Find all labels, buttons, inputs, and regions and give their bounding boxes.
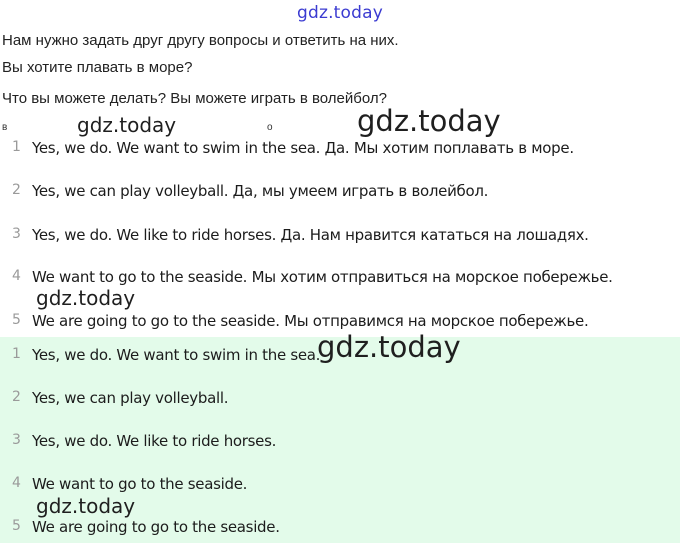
item-number: 5 — [12, 518, 21, 534]
list-item — [0, 182, 680, 204]
intro-line-2: Вы хотите плавать в море? — [2, 59, 193, 76]
list-item — [0, 432, 680, 454]
watermark: gdz.today — [36, 494, 136, 518]
item-text: We want to go to the seaside. Мы хотим отправиться на морское побережье. — [32, 268, 613, 286]
watermark: gdz.today — [77, 113, 177, 137]
watermark: gdz.today — [36, 286, 136, 310]
item-number: 4 — [12, 475, 21, 491]
watermark: gdz.today — [357, 104, 501, 138]
watermark-top: gdz.today — [296, 3, 384, 23]
item-number: 2 — [12, 389, 21, 405]
item-text: We are going to go to the seaside. Мы отправимся на морское побережье. — [32, 312, 589, 330]
item-number: 1 — [12, 139, 21, 155]
item-number: 2 — [12, 182, 21, 198]
item-number: 3 — [12, 432, 21, 448]
item-text: Yes, we can play volleyball. — [32, 389, 229, 407]
cropped-text-fragment: о — [267, 122, 273, 133]
item-text: Yes, we can play volleyball. Да, мы умеем играть в волейбол. — [32, 182, 489, 200]
item-number: 1 — [12, 346, 21, 362]
intro-line-3: Что вы можете делать? Вы можете играть в волейбол? — [2, 90, 387, 107]
item-number: 4 — [12, 268, 21, 284]
list-item — [0, 139, 680, 161]
watermark: gdz.today — [317, 330, 461, 364]
item-text: Yes, we do. We want to swim in the sea. Да. Мы хотим поплавать в море. — [32, 139, 574, 157]
item-text: Yes, we do. We like to ride horses. — [32, 432, 277, 450]
item-text: Yes, we do. We like to ride horses. Да. Нам нравится кататься на лошадях. — [32, 226, 589, 244]
item-text: Yes, we do. We want to swim in the sea. — [32, 346, 321, 364]
intro-line-1: Нам нужно задать друг другу вопросы и ответить на них. — [2, 32, 399, 49]
item-number: 3 — [12, 226, 21, 242]
item-text: We are going to go to the seaside. — [32, 518, 280, 536]
item-text: We want to go to the seaside. — [32, 475, 248, 493]
cropped-text-fragment: в — [2, 122, 8, 133]
item-number: 5 — [12, 312, 21, 328]
list-item — [0, 389, 680, 411]
list-item — [0, 518, 680, 540]
list-item — [0, 226, 680, 248]
